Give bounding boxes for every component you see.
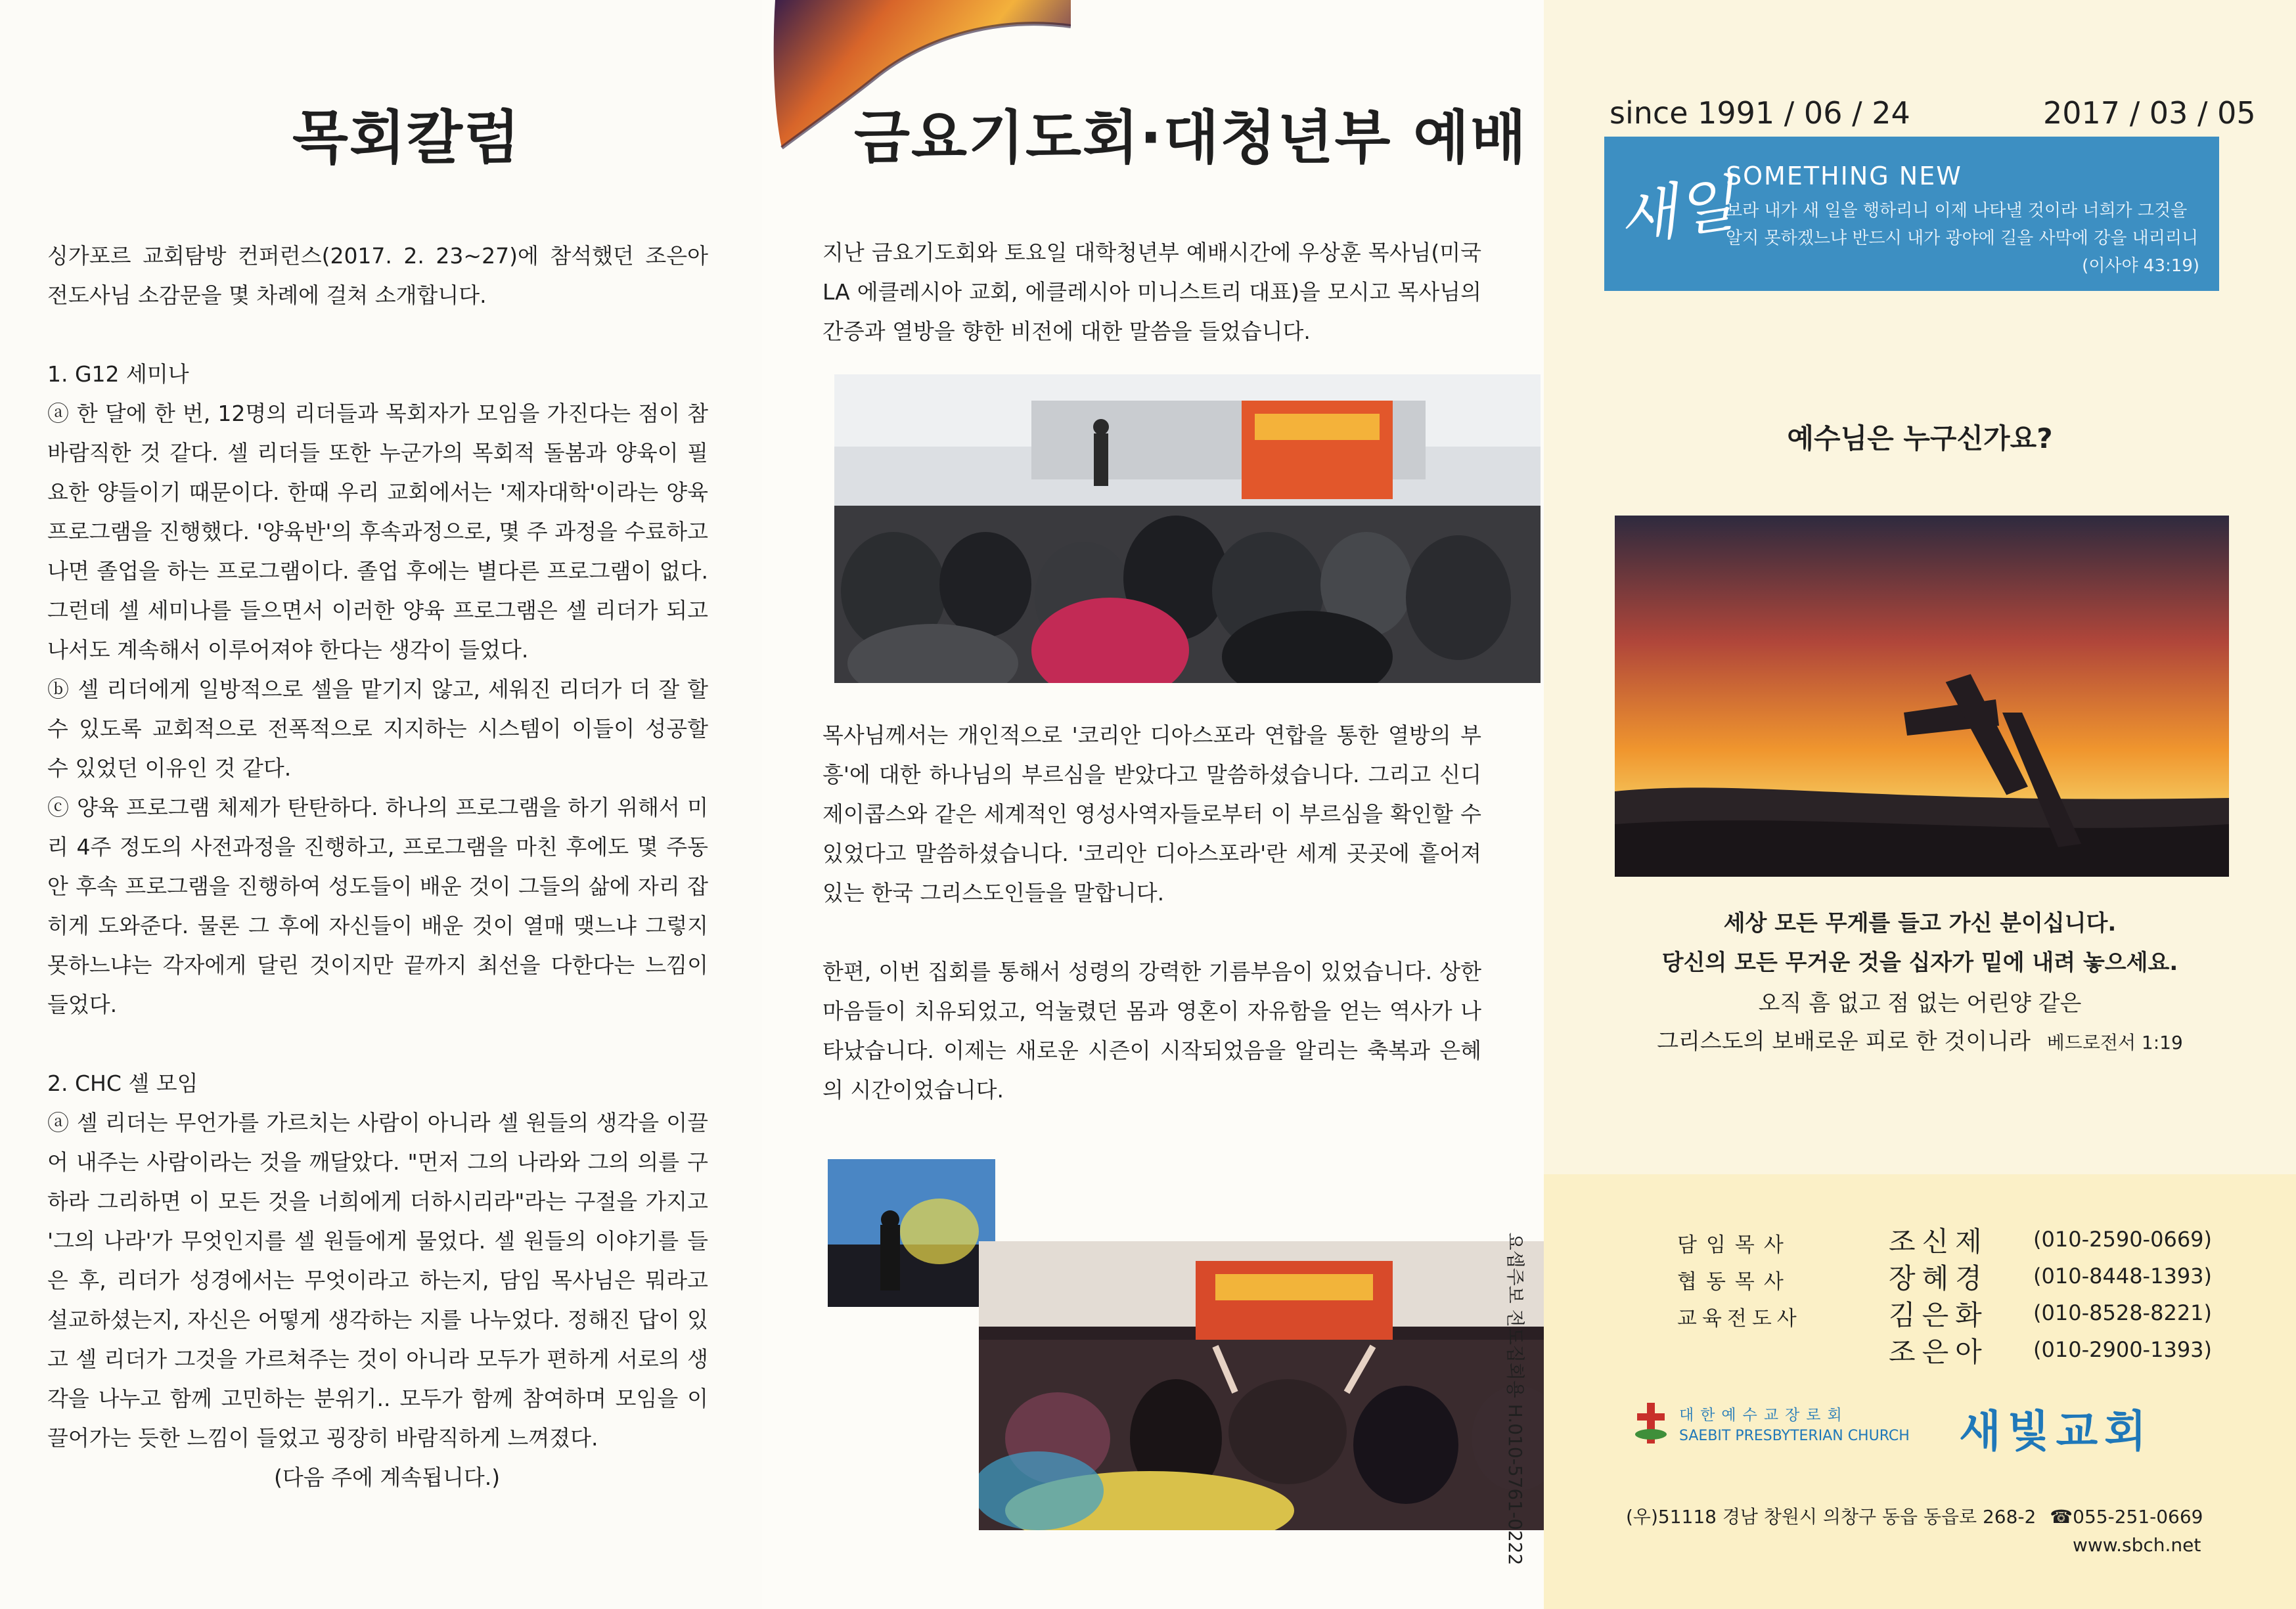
worship-photo-large <box>979 1241 1583 1530</box>
event-body <box>822 716 1481 1110</box>
staff-name: 장혜경 <box>1889 1262 1989 1294</box>
bulletin-cover <box>1544 0 2296 1609</box>
church-name: 새빛교회 <box>1959 1406 2153 1457</box>
staff-role: 협동목사 <box>1677 1270 1793 1294</box>
question-title: 예수님은 누구신가요? <box>1787 422 2053 454</box>
church-address: (우)51118 경남 창원시 의창구 동읍 동읍로 268-2 ☎055-251-0669 <box>1626 1506 2203 1528</box>
paragraph: ⓒ 양육 프로그램 체제가 탄탄하다. 하나의 프로그램을 하기 위해서 미리 4주 정도의 사전과정을 진행하고, 프로그램을 마친 후에도 몇 주동안 후속 프로그램을 진행하여 성도들이 배운 것이 그들의 삶에 자리 잡히게 도와준다. 물론 그 후에 자신들이 배운 것이 열매 맺느냐 그렇지 못하느냐는 각자에게 달린 것이지만 끝까지 최선을 다한다는 느낌이 들었다. <box>47 795 708 1017</box>
caption-line: 세상 모든 무게를 들고 가신 분이십니다. <box>1723 910 2117 937</box>
motto-reference: (이사야 43:19) <box>2082 256 2199 276</box>
paragraph: ⓐ 한 달에 한 번, 12명의 리더들과 목회자가 모임을 가진다는 점이 참 바람직한 것 같다. 셀 리더들 또한 누군가의 목회적 돌봄과 양육이 필요한 양들이기 때문이다. 한때 우리 교회에서는 '제자대학'이라는 양육 프로그램을 진행했다. '양육반'의 후속과정으로, 몇 주 과정을 수료하고 나면 졸업을 하는 프로그램이다. 졸업 후에는 별다른 프로그램이 없다. 그런데 셀 세미나를 들으면서 이러한 양육 프로그램은 셀 리더가 되고 나서도 계속해서 이루어져야 한다는 생각이 들었다. <box>47 401 708 663</box>
paragraph: ⓐ 셀 리더는 무언가를 가르치는 사람이 아니라 셀 원들의 생각을 이끌어 내주는 사람이라는 것을 깨달았다. "먼저 그의 나라와 그의 의를 구하라 그리하면 이 모든 것을 너희에게 더하시리라"라는 구절을 가지고 '그의 나라'가 무엇인지를 셀 원들에게 물었다. 셀 원들의 이야기를 들은 후, 리더가 성경에서는 무엇이라고 하는지, 담임 목사님은 뭐라고 설교하셨는지, 자신은 어떻게 생각하는 지를 나누었다. 정해진 답이 있고 셀 리더가 그것을 가르쳐주는 것이 아니라 모두가 편하게 서로의 생각을 나누고 함께 고민하는 분위기.. 모두가 함께 참여하며 모임을 이끌어가는 듯한 느낌이 들었고 굉장히 바람직하게 느껴졌다. <box>47 1110 708 1451</box>
paragraph: 지난 금요기도회와 토요일 대학청년부 예배시간에 우상훈 목사님(미국 LA 에클레시아 교회, 에클레시아 미니스트리 대표)을 모시고 목사님의 간증과 열방을 향한 비전에 대한 말씀을 들었습니다. <box>822 240 1481 344</box>
denomination-name: 대한예수교장로회 <box>1679 1407 1849 1424</box>
cross-sunset-painting <box>1615 516 2229 877</box>
caption-text: 그리스도의 보배로운 피로 한 것이니라 <box>1657 1028 2031 1055</box>
staff-name: 조신제 <box>1889 1225 1989 1258</box>
staff-name: 조은아 <box>1889 1336 1989 1368</box>
staff-phone: (010-2900-1393) <box>2033 1337 2213 1362</box>
staff-name: 김은화 <box>1889 1299 1989 1331</box>
church-website[interactable]: www.sbch.net <box>2073 1534 2201 1556</box>
church-info-panel <box>1544 1174 2296 1609</box>
paragraph: 한편, 이번 집회를 통해서 성령의 강력한 기름부음이 있었습니다. 상한 마음들이 치유되었고, 억눌렸던 몸과 영혼이 자유함을 얻는 역사가 나타났습니다. 이제는 새로운 시즌이 시작되었음을 알리는 축복과 은혜의 시간이었습니다. <box>822 959 1481 1103</box>
motto-verse: 보라 내가 새 일을 행하리니 이제 나타낼 것이라 너희가 그것을 알지 못하겠느냐 반드시 내가 광야에 길을 사막에 강을 내리리니 <box>1726 201 2199 248</box>
caption-line: 당신의 모든 무거운 것을 십자가 밑에 내려 놓으세요. <box>1661 950 2178 976</box>
saeil-logo: 새일 <box>1613 168 1740 254</box>
staff-phone: (010-2590-0669) <box>2033 1227 2213 1252</box>
pastoral-column <box>0 0 762 1609</box>
staff-phone: (010-8528-8221) <box>2033 1300 2213 1325</box>
motto-banner <box>1604 137 2219 291</box>
event-intro <box>822 233 1481 351</box>
church-cross-icon <box>1634 1403 1667 1444</box>
staff-phone: (010-8448-1393) <box>2033 1264 2213 1289</box>
church-phone: ☎055-251-0669 <box>2050 1506 2203 1528</box>
staff-role: 담임목사 <box>1677 1233 1793 1257</box>
column-heading: 목회칼럼 <box>292 92 521 175</box>
scripture-reference: 베드로전서 1:19 <box>2046 1032 2183 1053</box>
section-title: 2. CHC 셀 모임 <box>47 1070 198 1096</box>
event-heading: 금요기도회·대청년부 예배 <box>854 92 1527 175</box>
founded-date: since 1991 / 06 / 24 <box>1609 95 1910 131</box>
continued-note: (다음 주에 계속됩니다.) <box>274 1465 501 1490</box>
paragraph: ⓑ 셀 리더에게 일방적으로 셀을 맡기지 않고, 세워진 리더가 더 잘 할 수 있도록 교회적으로 전폭적으로 지지하는 시스템이 이들이 성공할 수 있었던 이유인 것 같다. <box>47 676 708 781</box>
column-body <box>47 236 708 1497</box>
worship-photo-small <box>828 1159 995 1307</box>
vertical-credit: 요셉주보 전도집회용 H.010-5761-0222 <box>1504 1232 1526 1566</box>
paragraph: 목사님께서는 개인적으로 '코리안 디아스포라 연합을 통한 열방의 부흥'에 대한 하나님의 부르심을 받았다고 말씀하셨습니다. 그리고 신디 제이콥스와 같은 세계적인 영성사역자들로부터 이 부르심을 확인할 수 있었다고 말씀하셨습니다. '코리안 디아스포라'란 세계 곳곳에 흩어져 있는 한국 그리스도인들을 말합니다. <box>822 722 1481 906</box>
caption-line: 오직 흠 없고 점 없는 어린양 같은 <box>1758 990 2082 1017</box>
motto-title: SOMETHING NEW <box>1726 162 1962 190</box>
event-column <box>762 0 1544 1609</box>
staff-role: 교육전도사 <box>1677 1307 1802 1331</box>
section-title: 1. G12 세미나 <box>47 361 189 387</box>
caption-line <box>1544 1023 2296 1055</box>
worship-photo <box>834 374 1541 683</box>
intro-text: 싱가포르 교회탐방 컨퍼런스(2017. 2. 23~27)에 참석했던 조은아 전도사님 소감문을 몇 차례에 걸쳐 소개합니다. <box>47 243 708 308</box>
denomination-english: SAEBIT PRESBYTERIAN CHURCH <box>1679 1428 1910 1444</box>
issue-date: 2017 / 03 / 05 <box>2043 95 2256 131</box>
